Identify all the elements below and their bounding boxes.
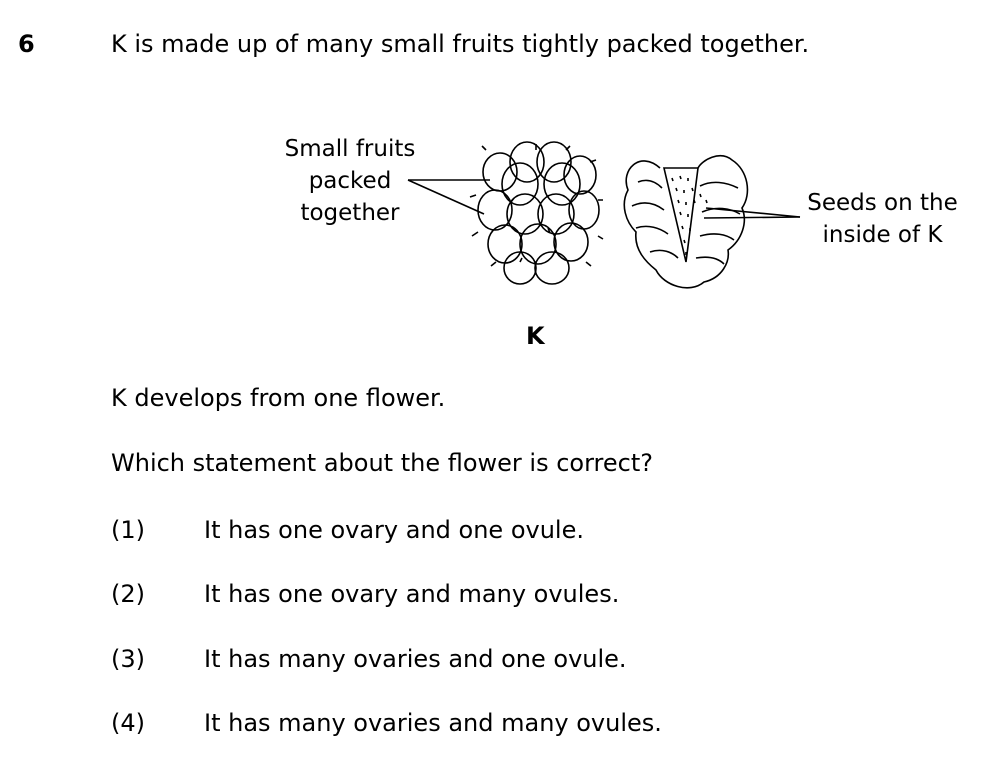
option-text: It has many ovaries and many ovules.: [204, 709, 662, 737]
option-text: It has many ovaries and one ovule.: [204, 645, 627, 673]
question-number: 6: [18, 30, 35, 58]
fruit-drawing: [0, 0, 991, 320]
option-1[interactable]: [111, 516, 584, 544]
pointer-lines: [408, 180, 800, 218]
option-number: (4): [111, 709, 145, 737]
label-small-fruits: Small fruits packed together: [284, 136, 416, 226]
question-stem: K is made up of many small fruits tightly packed together.: [111, 30, 810, 58]
whole-fruit-drawing: [470, 142, 603, 284]
info-text: K develops from one flower.: [111, 384, 446, 412]
option-2[interactable]: [111, 580, 619, 608]
option-number: (3): [111, 645, 145, 673]
label-seeds: Seeds on the inside of K: [807, 190, 958, 248]
option-3[interactable]: [111, 645, 627, 673]
option-number: (2): [111, 580, 145, 608]
figure-caption: K: [526, 322, 545, 350]
option-number: (1): [111, 516, 145, 544]
cut-fruit-drawing: [624, 156, 747, 288]
option-4[interactable]: [111, 709, 662, 737]
option-text: It has one ovary and many ovules.: [204, 580, 620, 608]
option-text: It has one ovary and one ovule.: [204, 516, 584, 544]
question-prompt: Which statement about the flower is correct?: [111, 449, 653, 477]
